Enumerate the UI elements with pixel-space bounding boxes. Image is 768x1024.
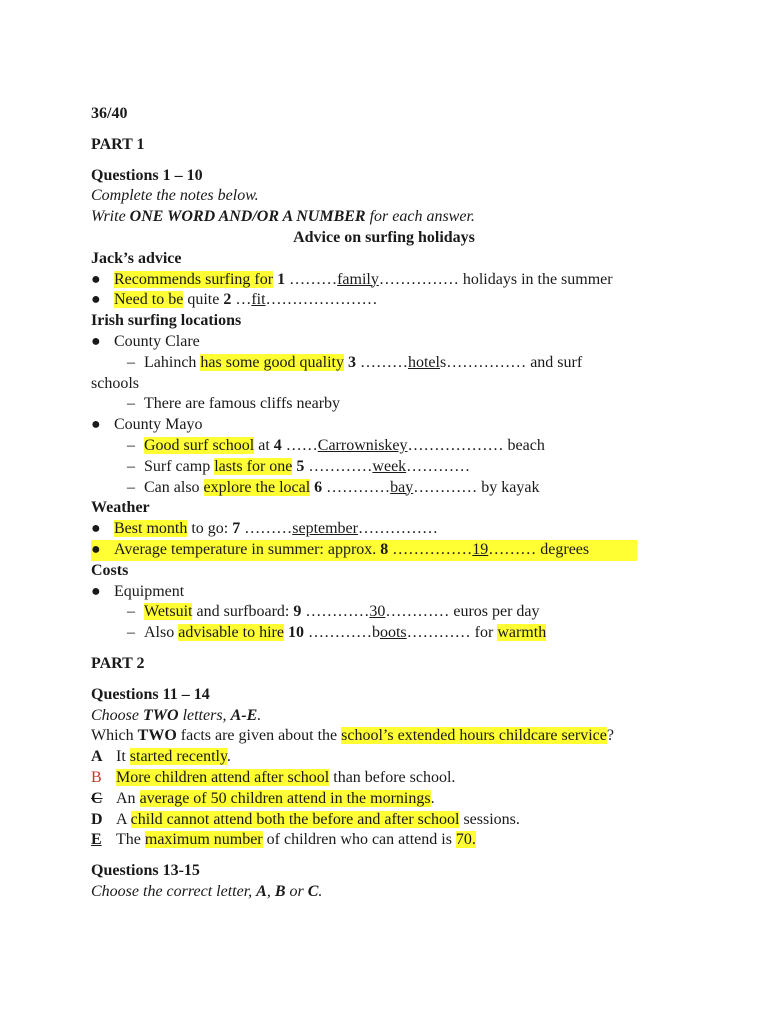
answer-2: fit bbox=[251, 291, 266, 309]
document-page bbox=[91, 104, 691, 903]
instruction-word-limit: Write ONE WORD AND/OR A NUMBER for each answer. bbox=[91, 208, 475, 226]
costs-heading: Costs bbox=[91, 561, 129, 579]
note-item-10: – Also advisable to hire 10 …………boots………… for warmth bbox=[127, 624, 547, 642]
notes-title: Advice on surfing holidays bbox=[293, 228, 475, 246]
answer-3: hotel bbox=[407, 353, 440, 371]
bullet-icon: ● bbox=[91, 291, 101, 309]
part2-title: PART 2 bbox=[91, 654, 145, 672]
bullet-icon: ● bbox=[91, 540, 101, 558]
bullet-icon: ● bbox=[91, 270, 101, 288]
note-item-1: ● Recommends surfing for 1 ………family…………… holidays in the summer bbox=[91, 270, 691, 291]
bullet-icon: ● bbox=[91, 582, 101, 600]
note-item-3: – Lahinch has some good quality 3 ………hotels…………… and surf bbox=[127, 353, 583, 371]
answer-8: 19 bbox=[472, 540, 489, 558]
county-mayo: ● County Mayo bbox=[91, 415, 691, 436]
weather-heading: Weather bbox=[91, 499, 150, 517]
note-item-4: – Good surf school at 4 ……Carrowniskey……………… beach bbox=[127, 436, 545, 454]
part1-title: PART 1 bbox=[91, 135, 145, 153]
note-item-7: ● Best month to go: 7 ………september…………… bbox=[91, 519, 691, 540]
note-item-6: – Can also explore the local 6 …………bay………… by kayak bbox=[127, 478, 540, 496]
bullet-icon: ● bbox=[91, 416, 101, 434]
questions-13-15-heading: Questions 13-15 bbox=[91, 862, 200, 880]
answer-1: family bbox=[337, 270, 379, 288]
question-text: Which TWO facts are given about the school’s extended hours childcare service? bbox=[91, 727, 614, 745]
questions-11-14-heading: Questions 11 – 14 bbox=[91, 685, 210, 703]
note-cliffs: – There are famous cliffs nearby bbox=[127, 395, 341, 413]
note-item-2: ● Need to be quite 2 …fit………………… bbox=[91, 290, 691, 311]
answer-4: Carrowniskey bbox=[317, 436, 408, 454]
instruction-choose-letter: Choose the correct letter, A, B or C. bbox=[91, 882, 323, 900]
jack-advice-heading: Jack’s advice bbox=[91, 249, 182, 267]
option-c: CAn average of 50 children attend in the mornings. bbox=[91, 789, 435, 807]
irish-locations-heading: Irish surfing locations bbox=[91, 312, 242, 330]
option-e: EThe maximum number of children who can attend is 70. bbox=[91, 831, 476, 849]
answer-7: september bbox=[292, 520, 358, 538]
note-item-3-continued: schools bbox=[91, 374, 139, 392]
option-d: D A child cannot attend both the before and after school sessions. bbox=[91, 810, 520, 828]
note-item-9: – Wetsuit and surfboard: 9 …………30………… euros per day bbox=[127, 603, 540, 621]
answer-9: 30 bbox=[369, 603, 386, 621]
note-item-8: ● Average temperature in summer: approx. 8 ……………19……… degrees bbox=[91, 540, 691, 561]
answer-5: week bbox=[372, 457, 407, 475]
bullet-icon: ● bbox=[91, 520, 101, 538]
score: 36/40 bbox=[91, 105, 128, 122]
answer-10: oots bbox=[379, 624, 407, 642]
option-a: A It started recently. bbox=[91, 748, 231, 766]
equipment: ● Equipment bbox=[91, 582, 691, 603]
bullet-icon: ● bbox=[91, 332, 101, 350]
answer-6: bay bbox=[390, 478, 414, 496]
option-b: B More children attend after school than before school. bbox=[91, 768, 456, 786]
instruction-choose-two: Choose TWO letters, A-E. bbox=[91, 706, 262, 724]
county-clare: ● County Clare bbox=[91, 332, 691, 353]
instruction-complete-notes: Complete the notes below. bbox=[91, 187, 259, 205]
note-item-5: – Surf camp lasts for one 5 …………week………… bbox=[127, 457, 471, 475]
questions-1-10-heading: Questions 1 – 10 bbox=[91, 166, 203, 184]
